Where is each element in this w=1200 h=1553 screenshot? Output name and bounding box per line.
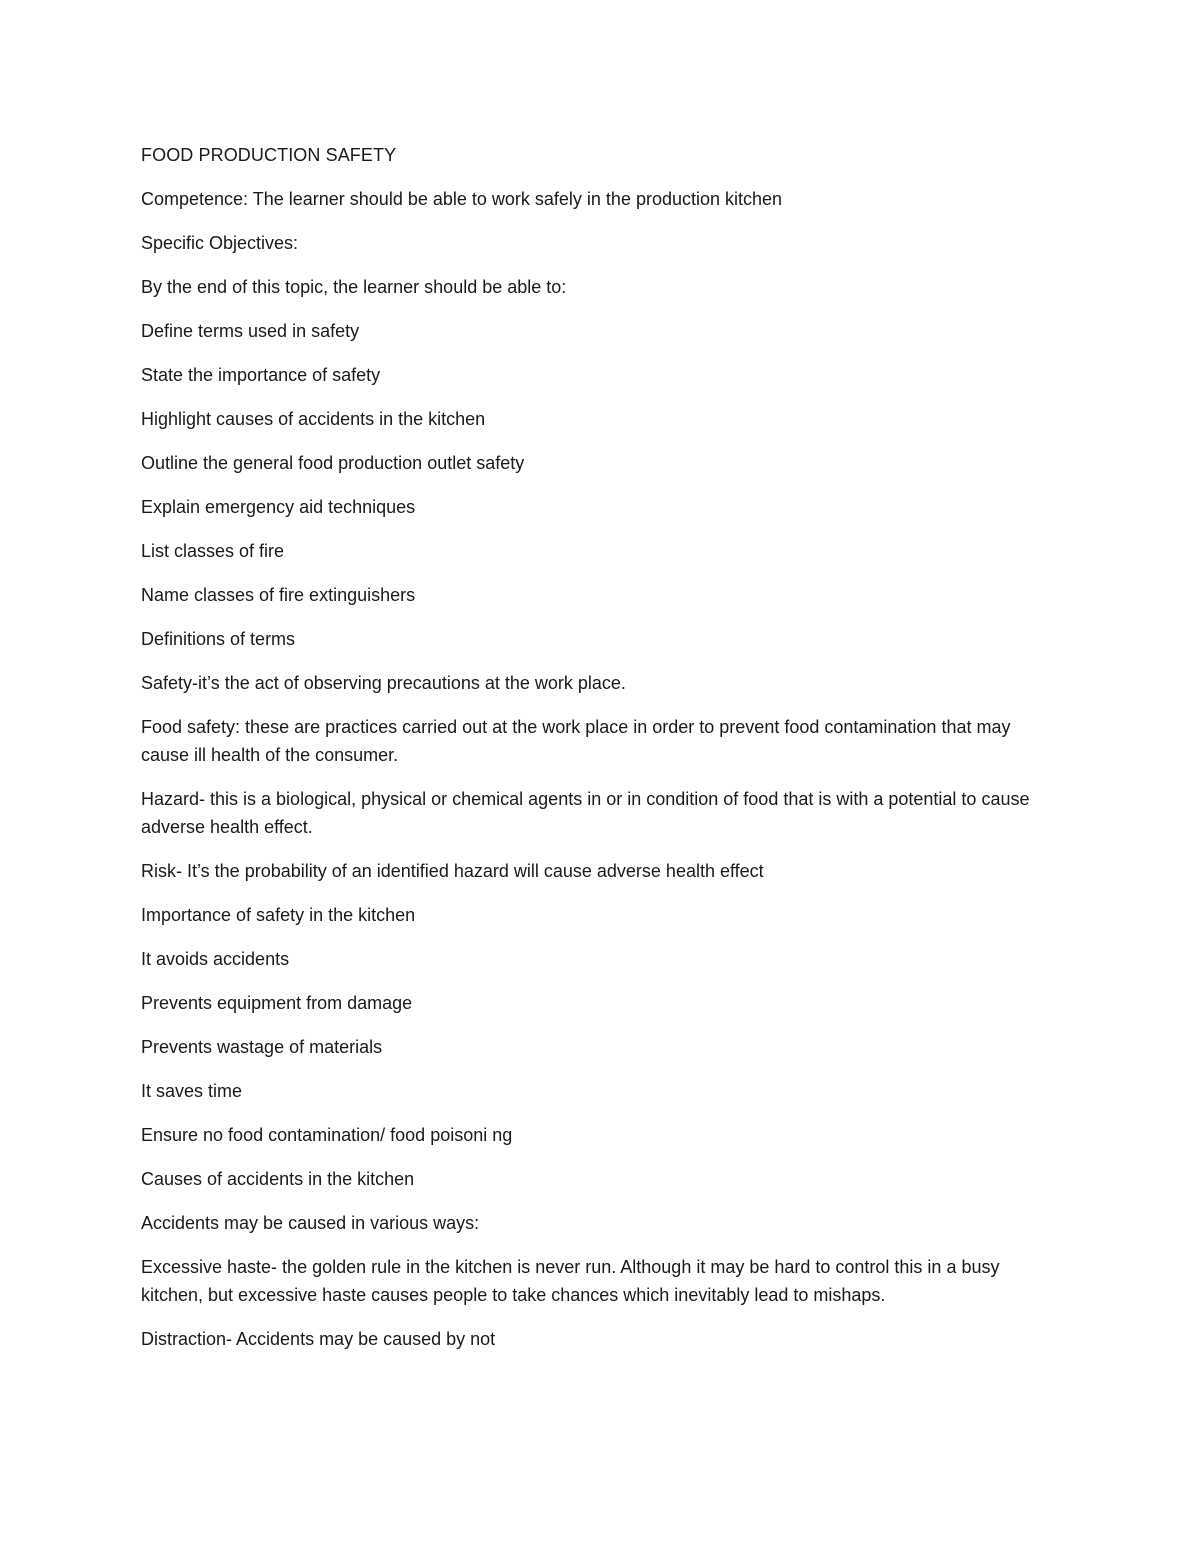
section-heading-importance: Importance of safety in the kitchen (141, 905, 416, 925)
paragraph-competence: Competence: The learner should be able to work safely in the production kitchen (141, 189, 783, 209)
definition-food-safety: Food safety: these are practices carried out at the work place in order to prevent food contamination that may cause ill health of the consumer. (141, 717, 1011, 765)
document-title: FOOD PRODUCTION SAFETY (141, 145, 397, 165)
cause-distraction: Distraction- Accidents may be caused by not (141, 1329, 496, 1349)
definition-hazard: Hazard- this is a biological, physical or chemical agents in or in condition of food that is with a potential to cause adverse health effect. (141, 789, 1030, 837)
objective-item: Outline the general food production outlet safety (141, 453, 525, 473)
section-heading-definitions: Definitions of terms (141, 629, 296, 649)
definition-risk: Risk- It’s the probability of an identified hazard will cause adverse health effect (141, 861, 764, 881)
definition-safety: Safety-it’s the act of observing precautions at the work place. (141, 673, 626, 693)
cause-excessive-haste: Excessive haste- the golden rule in the kitchen is never run. Although it may be hard to control this in a busy kitchen, but excessive haste causes people to take chances which inevitably lead to mishaps. (141, 1257, 1000, 1305)
importance-item: Prevents equipment from damage (141, 993, 413, 1013)
paragraph-specific-objectives: Specific Objectives: (141, 233, 299, 253)
objective-item: Name classes of fire extinguishers (141, 585, 416, 605)
importance-item: Ensure no food contamination/ food poisoni ng (141, 1125, 513, 1145)
importance-item: Prevents wastage of materials (141, 1037, 383, 1057)
objective-item: Define terms used in safety (141, 321, 360, 341)
document-body (141, 141, 1051, 1369)
objective-item: List classes of fire (141, 541, 285, 561)
objective-item: Explain emergency aid techniques (141, 497, 416, 517)
importance-item: It saves time (141, 1081, 243, 1101)
causes-intro: Accidents may be caused in various ways: (141, 1213, 480, 1233)
objective-item: State the importance of safety (141, 365, 381, 385)
importance-item: It avoids accidents (141, 949, 290, 969)
section-heading-causes: Causes of accidents in the kitchen (141, 1169, 415, 1189)
paragraph-objectives-intro: By the end of this topic, the learner should be able to: (141, 277, 567, 297)
objective-item: Highlight causes of accidents in the kitchen (141, 409, 486, 429)
